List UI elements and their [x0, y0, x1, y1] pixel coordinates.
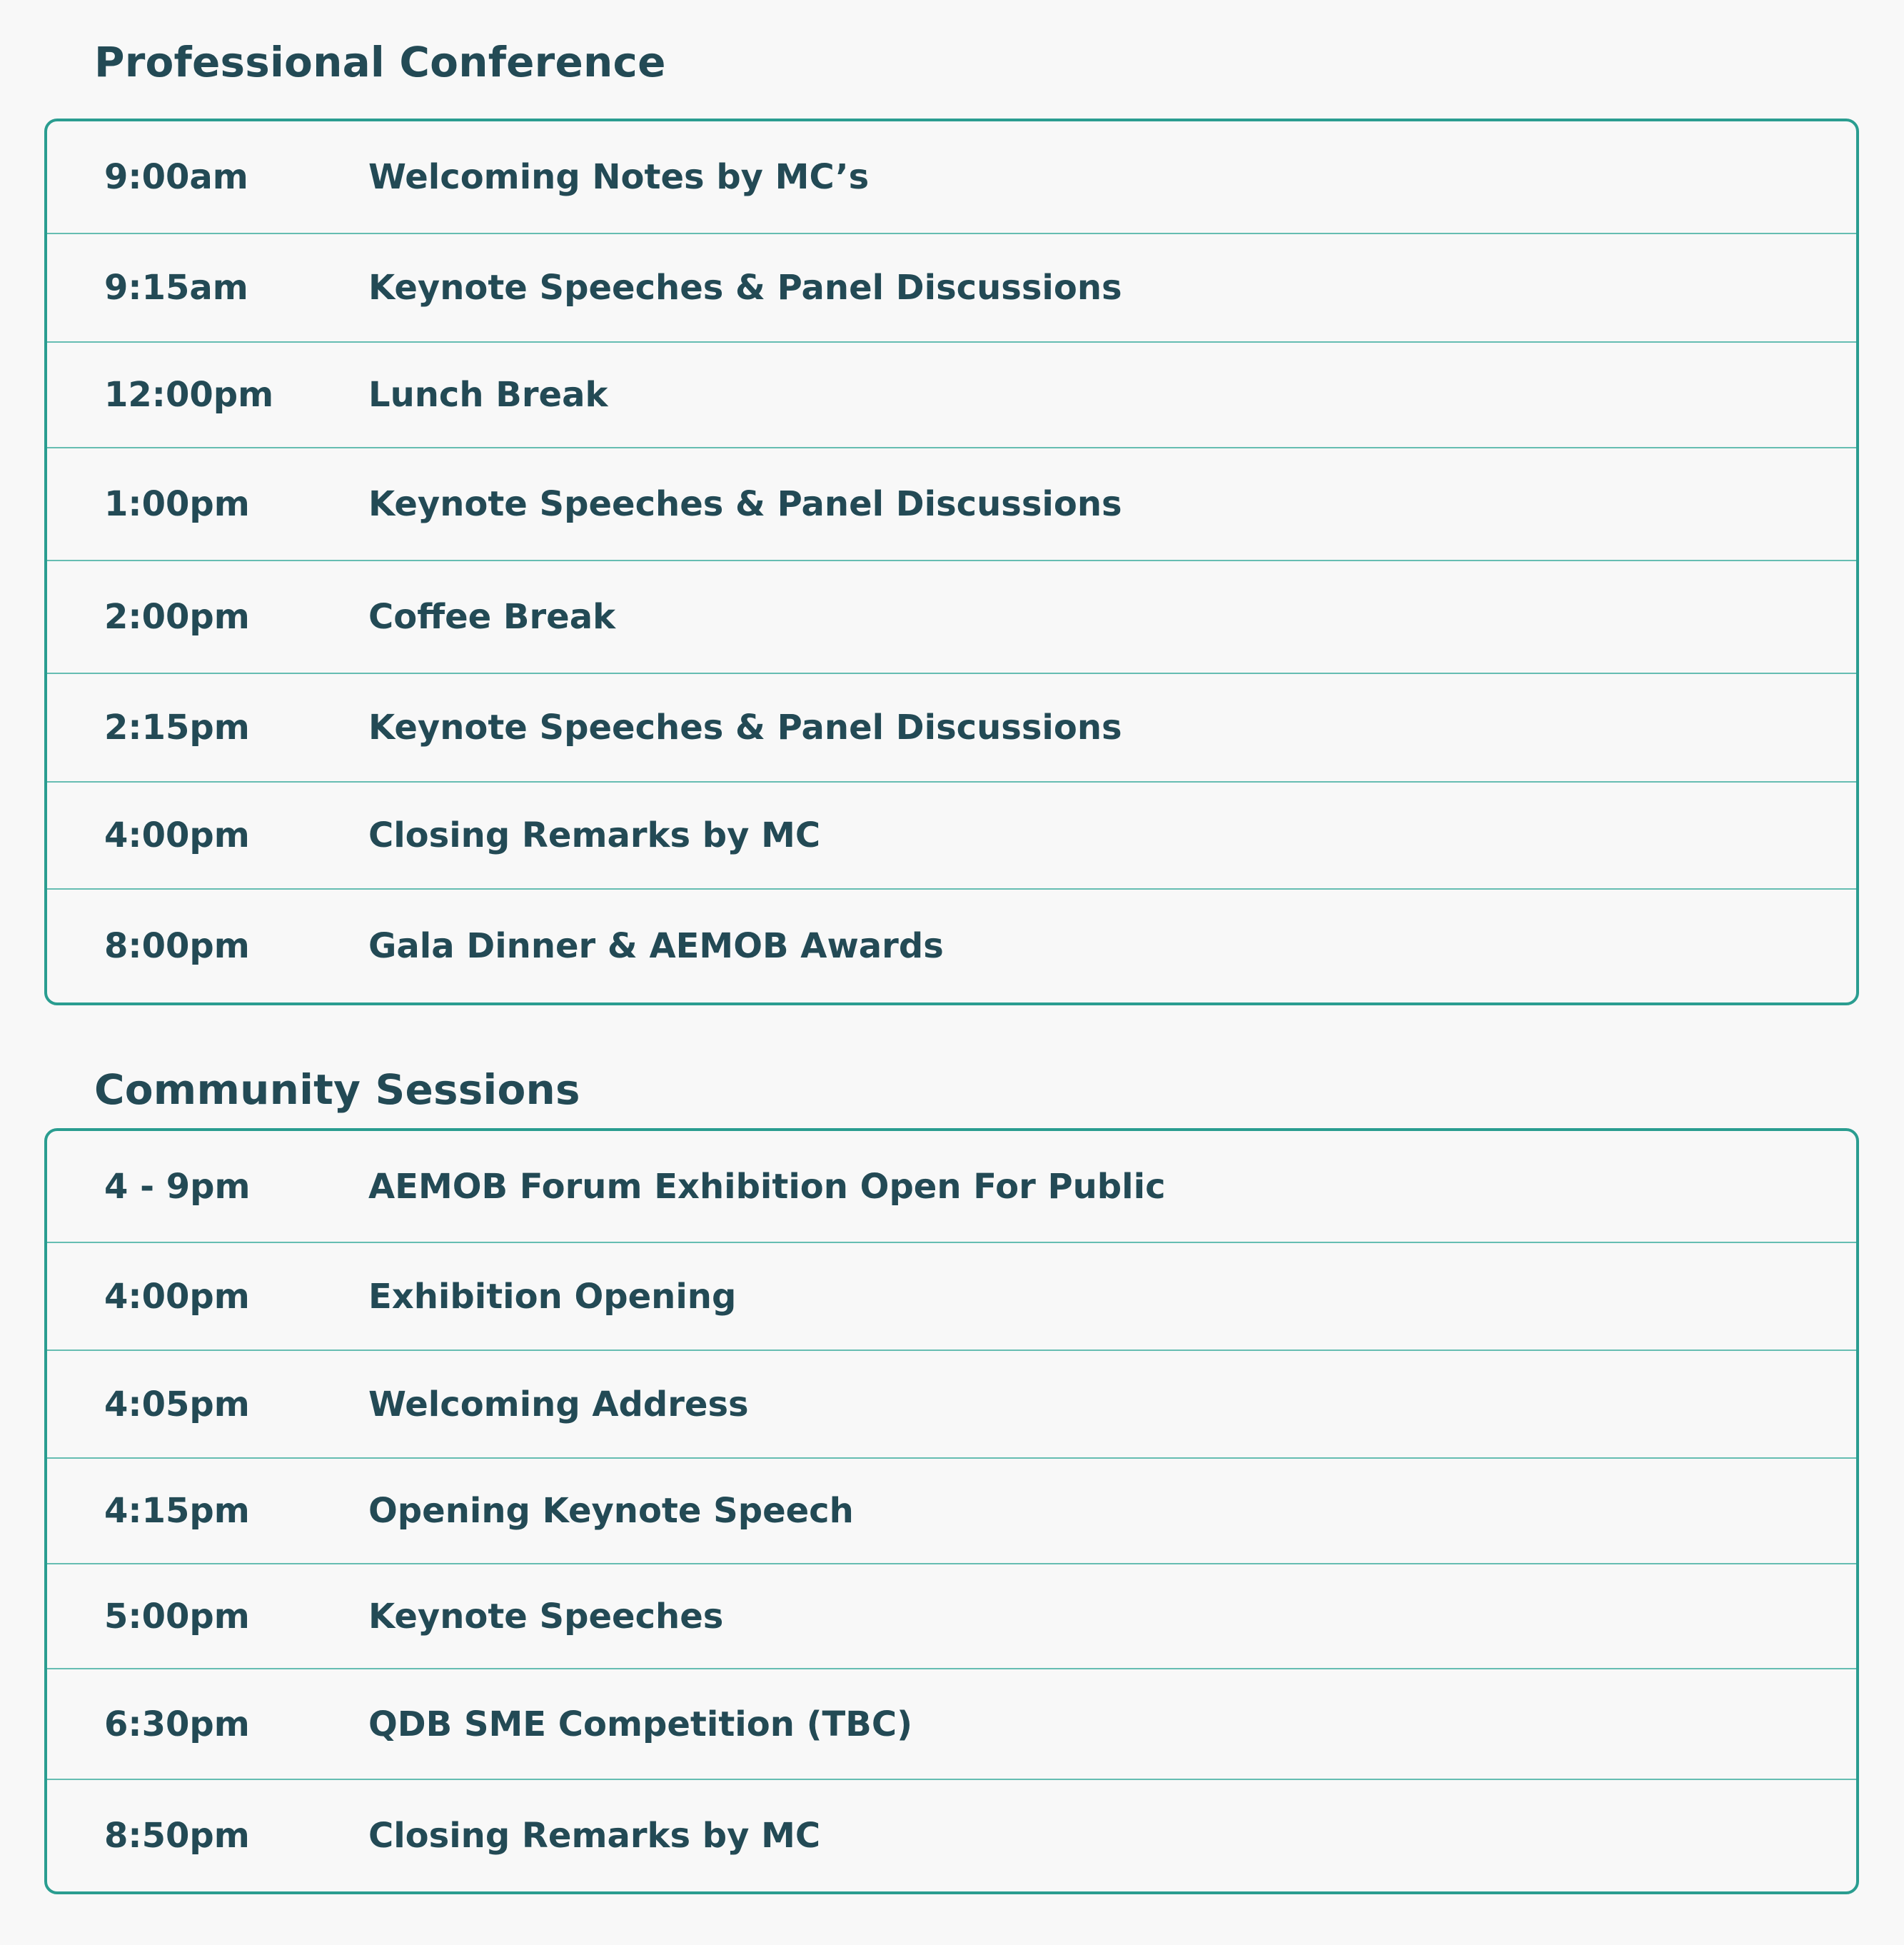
schedule-time: 9:15am — [104, 268, 248, 308]
schedule-row — [47, 233, 1856, 341]
schedule-row — [47, 1242, 1856, 1350]
schedule-event: Gala Dinner & AEMOB Awards — [368, 926, 944, 966]
schedule-time: 2:15pm — [104, 708, 250, 748]
schedule-row — [47, 1131, 1856, 1242]
schedule-event: Welcoming Address — [368, 1384, 749, 1424]
schedule-row — [47, 341, 1856, 447]
schedule-time: 6:30pm — [104, 1704, 250, 1744]
schedule-time: 12:00pm — [104, 375, 274, 415]
schedule-time: 4:00pm — [104, 1276, 250, 1317]
schedule-event: Welcoming Notes by MC’s — [368, 157, 870, 197]
schedule-time: 8:00pm — [104, 926, 250, 966]
schedule-time: 2:00pm — [104, 597, 250, 637]
schedule-event: Lunch Break — [368, 375, 608, 415]
schedule-row — [47, 447, 1856, 560]
community-sessions-title: Community Sessions — [94, 1065, 580, 1114]
schedule-event: Coffee Break — [368, 597, 616, 637]
schedule-row — [47, 781, 1856, 888]
schedule-row — [47, 673, 1856, 781]
schedule-event: Closing Remarks by MC — [368, 815, 821, 855]
professional-conference-schedule — [44, 119, 1859, 1005]
schedule-event: Keynote Speeches — [368, 1596, 724, 1637]
schedule-time: 4:00pm — [104, 815, 250, 855]
schedule-event: Opening Keynote Speech — [368, 1491, 854, 1531]
schedule-row — [47, 560, 1856, 673]
schedule-row — [47, 1350, 1856, 1457]
schedule-event: AEMOB Forum Exhibition Open For Public — [368, 1166, 1166, 1207]
schedule-row — [47, 121, 1856, 233]
schedule-time: 4 - 9pm — [104, 1166, 251, 1207]
community-sessions-schedule — [44, 1128, 1859, 1894]
schedule-time: 4:05pm — [104, 1384, 250, 1424]
schedule-time: 9:00am — [104, 157, 248, 197]
schedule-time: 1:00pm — [104, 484, 250, 524]
schedule-event: Exhibition Opening — [368, 1276, 737, 1317]
schedule-row — [47, 1668, 1856, 1779]
schedule-event: QDB SME Competition (TBC) — [368, 1704, 912, 1744]
schedule-time: 8:50pm — [104, 1816, 250, 1856]
schedule-time: 4:15pm — [104, 1491, 250, 1531]
schedule-row — [47, 1779, 1856, 1891]
schedule-row — [47, 1563, 1856, 1668]
schedule-time: 5:00pm — [104, 1596, 250, 1637]
schedule-event: Keynote Speeches & Panel Discussions — [368, 268, 1122, 308]
schedule-event: Keynote Speeches & Panel Discussions — [368, 708, 1122, 748]
schedule-event: Keynote Speeches & Panel Discussions — [368, 484, 1122, 524]
schedule-event: Closing Remarks by MC — [368, 1816, 821, 1856]
schedule-row — [47, 888, 1856, 1002]
professional-conference-title: Professional Conference — [94, 38, 666, 86]
schedule-row — [47, 1457, 1856, 1563]
